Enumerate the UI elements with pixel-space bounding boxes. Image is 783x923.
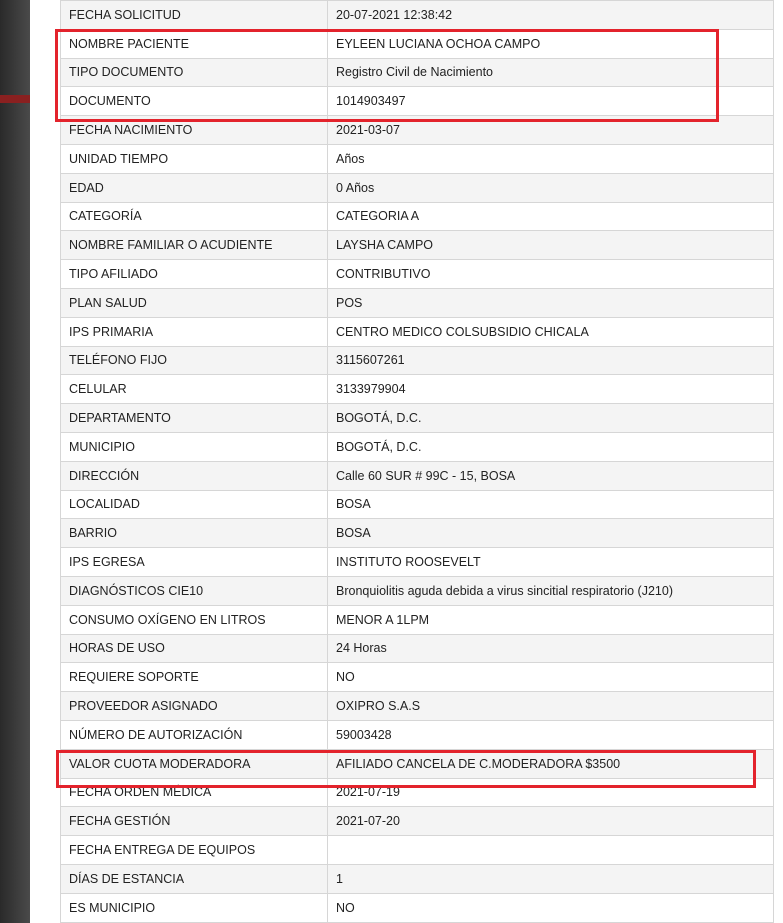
table-row xyxy=(61,634,774,663)
field-value: NO xyxy=(328,663,774,692)
field-label: CONSUMO OXÍGENO EN LITROS xyxy=(61,605,328,634)
field-label: FECHA GESTIÓN xyxy=(61,807,328,836)
field-value: POS xyxy=(328,288,774,317)
field-value: 0 Años xyxy=(328,173,774,202)
table-row xyxy=(61,864,774,893)
field-value: 24 Horas xyxy=(328,634,774,663)
field-label: UNIDAD TIEMPO xyxy=(61,144,328,173)
patient-detail-table xyxy=(60,0,774,923)
field-value: 2021-07-20 xyxy=(328,807,774,836)
table-row xyxy=(61,519,774,548)
field-label: DOCUMENTO xyxy=(61,87,328,116)
table-row xyxy=(61,288,774,317)
field-label: TIPO AFILIADO xyxy=(61,260,328,289)
field-value: 2021-07-19 xyxy=(328,778,774,807)
table-row xyxy=(61,116,774,145)
table-row xyxy=(61,490,774,519)
field-value: CONTRIBUTIVO xyxy=(328,260,774,289)
field-label: NÚMERO DE AUTORIZACIÓN xyxy=(61,720,328,749)
table-row xyxy=(61,548,774,577)
field-label: PLAN SALUD xyxy=(61,288,328,317)
field-value: Registro Civil de Nacimiento xyxy=(328,58,774,87)
table-row xyxy=(61,404,774,433)
table-row xyxy=(61,720,774,749)
table-row xyxy=(61,87,774,116)
field-value: CENTRO MEDICO COLSUBSIDIO CHICALA xyxy=(328,317,774,346)
field-label: ES MUNICIPIO xyxy=(61,893,328,922)
field-label: NOMBRE PACIENTE xyxy=(61,29,328,58)
field-value: BOGOTÁ, D.C. xyxy=(328,404,774,433)
field-label: IPS EGRESA xyxy=(61,548,328,577)
table-row xyxy=(61,375,774,404)
table-row xyxy=(61,317,774,346)
field-value: OXIPRO S.A.S xyxy=(328,692,774,721)
field-label: DIRECCIÓN xyxy=(61,461,328,490)
field-label: DIAGNÓSTICOS CIE10 xyxy=(61,576,328,605)
field-value: MENOR A 1LPM xyxy=(328,605,774,634)
table-row xyxy=(61,173,774,202)
field-label: DEPARTAMENTO xyxy=(61,404,328,433)
field-label: TIPO DOCUMENTO xyxy=(61,58,328,87)
table-row xyxy=(61,807,774,836)
field-value: CATEGORIA A xyxy=(328,202,774,231)
field-value: BOSA xyxy=(328,519,774,548)
table-row xyxy=(61,461,774,490)
field-value: AFILIADO CANCELA DE C.MODERADORA $3500 xyxy=(328,749,774,778)
background-accent xyxy=(0,95,30,103)
field-label: FECHA ORDEN MÉDICA xyxy=(61,778,328,807)
table-row xyxy=(61,692,774,721)
field-label: HORAS DE USO xyxy=(61,634,328,663)
table-row xyxy=(61,58,774,87)
field-value: EYLEEN LUCIANA OCHOA CAMPO xyxy=(328,29,774,58)
field-value: LAYSHA CAMPO xyxy=(328,231,774,260)
table-row xyxy=(61,260,774,289)
table-row xyxy=(61,605,774,634)
field-value: 59003428 xyxy=(328,720,774,749)
field-label: VALOR CUOTA MODERADORA xyxy=(61,749,328,778)
field-label: FECHA NACIMIENTO xyxy=(61,116,328,145)
field-label: IPS PRIMARIA xyxy=(61,317,328,346)
field-label: NOMBRE FAMILIAR O ACUDIENTE xyxy=(61,231,328,260)
table-row xyxy=(61,778,774,807)
field-label: TELÉFONO FIJO xyxy=(61,346,328,375)
field-label: REQUIERE SOPORTE xyxy=(61,663,328,692)
field-label: PROVEEDOR ASIGNADO xyxy=(61,692,328,721)
field-value: Bronquiolitis aguda debida a virus sincitial respiratorio (J210) xyxy=(328,576,774,605)
field-value: BOGOTÁ, D.C. xyxy=(328,432,774,461)
table-row xyxy=(61,202,774,231)
field-value: INSTITUTO ROOSEVELT xyxy=(328,548,774,577)
table-row xyxy=(61,1,774,30)
field-label: LOCALIDAD xyxy=(61,490,328,519)
field-value: 2021-03-07 xyxy=(328,116,774,145)
table-row xyxy=(61,749,774,778)
field-value: 1 xyxy=(328,864,774,893)
field-label: FECHA ENTREGA DE EQUIPOS xyxy=(61,836,328,865)
field-value: 20-07-2021 12:38:42 xyxy=(328,1,774,30)
field-value: Años xyxy=(328,144,774,173)
field-label: CATEGORÍA xyxy=(61,202,328,231)
table-row xyxy=(61,144,774,173)
field-value: 3133979904 xyxy=(328,375,774,404)
detail-panel xyxy=(30,0,783,923)
table-row xyxy=(61,346,774,375)
field-label: BARRIO xyxy=(61,519,328,548)
table-row xyxy=(61,576,774,605)
table-row xyxy=(61,29,774,58)
field-label: DÍAS DE ESTANCIA xyxy=(61,864,328,893)
table-row xyxy=(61,432,774,461)
table-row xyxy=(61,663,774,692)
field-label: FECHA SOLICITUD xyxy=(61,1,328,30)
table-row xyxy=(61,893,774,922)
field-value: Calle 60 SUR # 99C - 15, BOSA xyxy=(328,461,774,490)
field-value: 1014903497 xyxy=(328,87,774,116)
background-window-edge xyxy=(0,0,30,923)
field-value: 3115607261 xyxy=(328,346,774,375)
field-label: EDAD xyxy=(61,173,328,202)
field-value xyxy=(328,836,774,865)
field-value: NO xyxy=(328,893,774,922)
field-label: MUNICIPIO xyxy=(61,432,328,461)
field-value: BOSA xyxy=(328,490,774,519)
table-row xyxy=(61,836,774,865)
field-label: CELULAR xyxy=(61,375,328,404)
table-row xyxy=(61,231,774,260)
